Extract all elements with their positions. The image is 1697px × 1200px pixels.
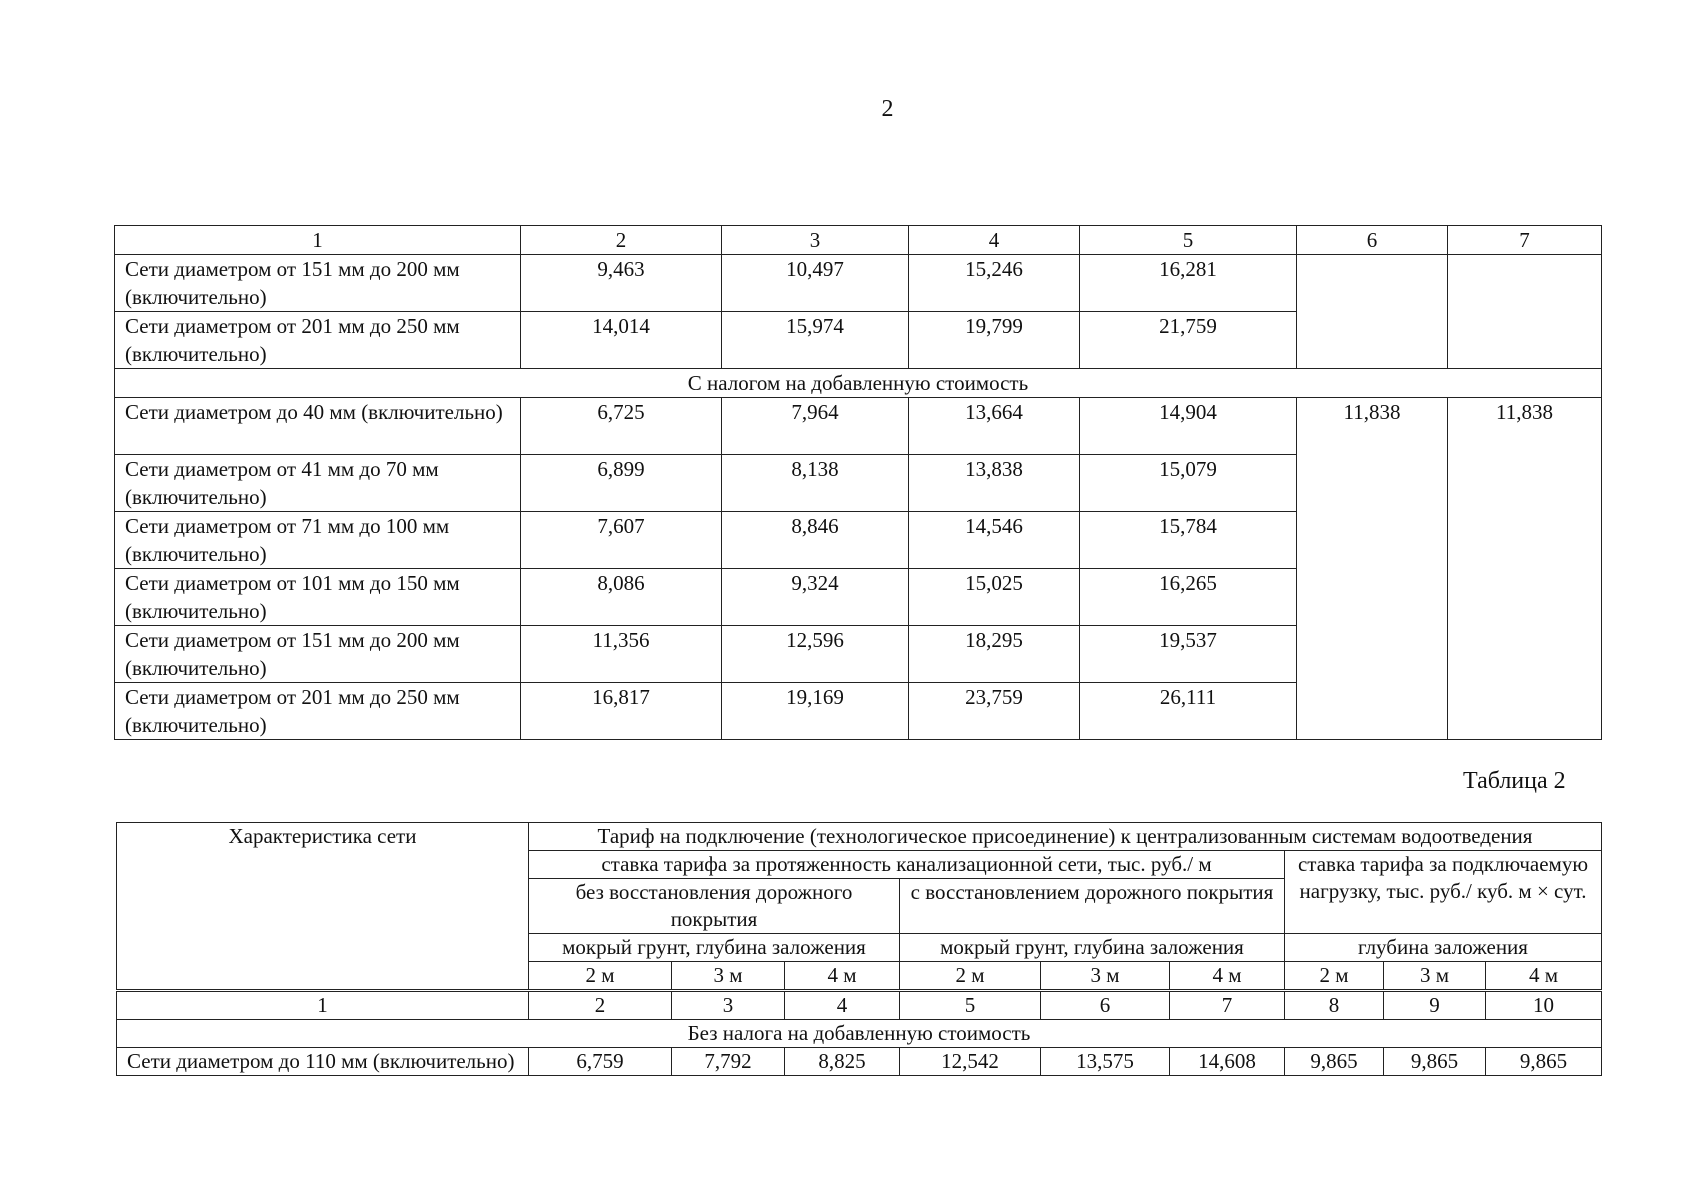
tariff-value: 9,865 [1384,1048,1486,1076]
load-rate-value: 11,838 [1297,398,1448,740]
section-row [115,369,1602,398]
depth-label: 4 м [1170,962,1285,991]
tariff-value: 9,865 [1285,1048,1384,1076]
tariff-value: 14,608 [1170,1048,1285,1076]
table-row [117,1048,1602,1076]
depth-label: 3 м [1384,962,1486,991]
column-number: 6 [1297,226,1448,255]
depth-label: 3 м [1041,962,1170,991]
network-characteristic: Сети диаметром от 201 мм до 250 мм (включительно) [115,312,521,369]
tariff-value: 15,974 [722,312,909,369]
wet-soil-depth-header: мокрый грунт, глубина заложения [900,934,1285,962]
tariff-value: 23,759 [909,683,1080,740]
column-number: 1 [117,991,529,1020]
network-characteristic: Сети диаметром от 41 мм до 70 мм (включительно) [115,455,521,512]
load-rate-header: ставка тарифа за подключаемую нагрузку, тыс. руб./ куб. м × сут. [1285,851,1602,934]
column-number: 5 [900,991,1041,1020]
tariff-value: 19,537 [1080,626,1297,683]
tariff-value: 26,111 [1080,683,1297,740]
column-number: 10 [1486,991,1602,1020]
tariff-value: 11,356 [521,626,722,683]
column-header-tariff: Тариф на подключение (технологическое присоединение) к централизованным системам водоотведения [529,823,1602,851]
tariff-value: 14,014 [521,312,722,369]
load-rate-value: 11,838 [1448,398,1602,740]
merged-cell-col7 [1448,255,1602,369]
column-number: 6 [1041,991,1170,1020]
tariff-value: 8,846 [722,512,909,569]
column-number-row [115,226,1602,255]
depth-label: 4 м [785,962,900,991]
network-characteristic: Сети диаметром от 71 мм до 100 мм (включительно) [115,512,521,569]
tariff-value: 7,792 [672,1048,785,1076]
tariff-value: 9,865 [1486,1048,1602,1076]
tariff-value: 7,964 [722,398,909,455]
tariff-value: 9,463 [521,255,722,312]
column-number-row [117,991,1602,1020]
table-caption: Таблица 2 [1463,768,1566,794]
column-number: 4 [909,226,1080,255]
table-row [115,398,1602,455]
column-number: 2 [521,226,722,255]
tariff-value: 21,759 [1080,312,1297,369]
tariff-value: 6,759 [529,1048,672,1076]
with-restoration-header: с восстановлением дорожного покрытия [900,879,1285,934]
tariff-value: 15,784 [1080,512,1297,569]
section-title-with-vat: С налогом на добавленную стоимость [115,369,1602,398]
tariff-value: 8,138 [722,455,909,512]
column-number: 4 [785,991,900,1020]
header-row-1 [117,823,1602,851]
tariff-value: 16,281 [1080,255,1297,312]
tariff-value: 12,596 [722,626,909,683]
tariff-value: 19,169 [722,683,909,740]
tariff-value: 15,246 [909,255,1080,312]
section-row [117,1020,1602,1048]
column-number: 7 [1170,991,1285,1020]
column-number: 5 [1080,226,1297,255]
without-restoration-header: без восстановления дорожного покрытия [529,879,900,934]
network-characteristic: Сети диаметром до 110 мм (включительно) [117,1048,529,1076]
tariff-value: 9,324 [722,569,909,626]
tariff-value: 13,664 [909,398,1080,455]
tariff-value: 7,607 [521,512,722,569]
column-number: 7 [1448,226,1602,255]
column-number: 8 [1285,991,1384,1020]
column-number: 3 [672,991,785,1020]
tariff-value: 10,497 [722,255,909,312]
tariff-value: 18,295 [909,626,1080,683]
length-rate-header: ставка тарифа за протяженность канализационной сети, тыс. руб./ м [529,851,1285,879]
tariff-value: 14,546 [909,512,1080,569]
merged-cell-col6 [1297,255,1448,369]
wet-soil-depth-header: мокрый грунт, глубина заложения [529,934,900,962]
depth-header: глубина заложения [1285,934,1602,962]
section-title-without-vat: Без налога на добавленную стоимость [117,1020,1602,1048]
wastewater-tariff-table [116,822,1602,1076]
tariff-value: 14,904 [1080,398,1297,455]
column-number: 2 [529,991,672,1020]
tariff-value: 16,265 [1080,569,1297,626]
tariff-value: 15,079 [1080,455,1297,512]
depth-label: 2 м [900,962,1041,991]
network-characteristic: Сети диаметром от 151 мм до 200 мм (включительно) [115,626,521,683]
tariff-value: 13,575 [1041,1048,1170,1076]
tariff-value: 15,025 [909,569,1080,626]
column-number: 1 [115,226,521,255]
tariff-value: 19,799 [909,312,1080,369]
tariff-value: 8,825 [785,1048,900,1076]
page-number: 2 [881,96,894,122]
column-number: 9 [1384,991,1486,1020]
depth-label: 2 м [1285,962,1384,991]
depth-label: 2 м [529,962,672,991]
depth-label: 3 м [672,962,785,991]
network-characteristic: Сети диаметром от 151 мм до 200 мм (включительно) [115,255,521,312]
depth-label: 4 м [1486,962,1602,991]
tariff-value: 16,817 [521,683,722,740]
tariff-value: 6,899 [521,455,722,512]
column-header-characteristic: Характеристика сети [117,823,529,991]
tariff-table-continuation [114,225,1602,740]
tariff-value: 6,725 [521,398,722,455]
tariff-value: 8,086 [521,569,722,626]
table-row [115,255,1602,312]
tariff-value: 13,838 [909,455,1080,512]
column-number: 3 [722,226,909,255]
tariff-value: 12,542 [900,1048,1041,1076]
network-characteristic: Сети диаметром от 101 мм до 150 мм (включительно) [115,569,521,626]
network-characteristic: Сети диаметром от 201 мм до 250 мм (включительно) [115,683,521,740]
network-characteristic: Сети диаметром до 40 мм (включительно) [115,398,521,455]
